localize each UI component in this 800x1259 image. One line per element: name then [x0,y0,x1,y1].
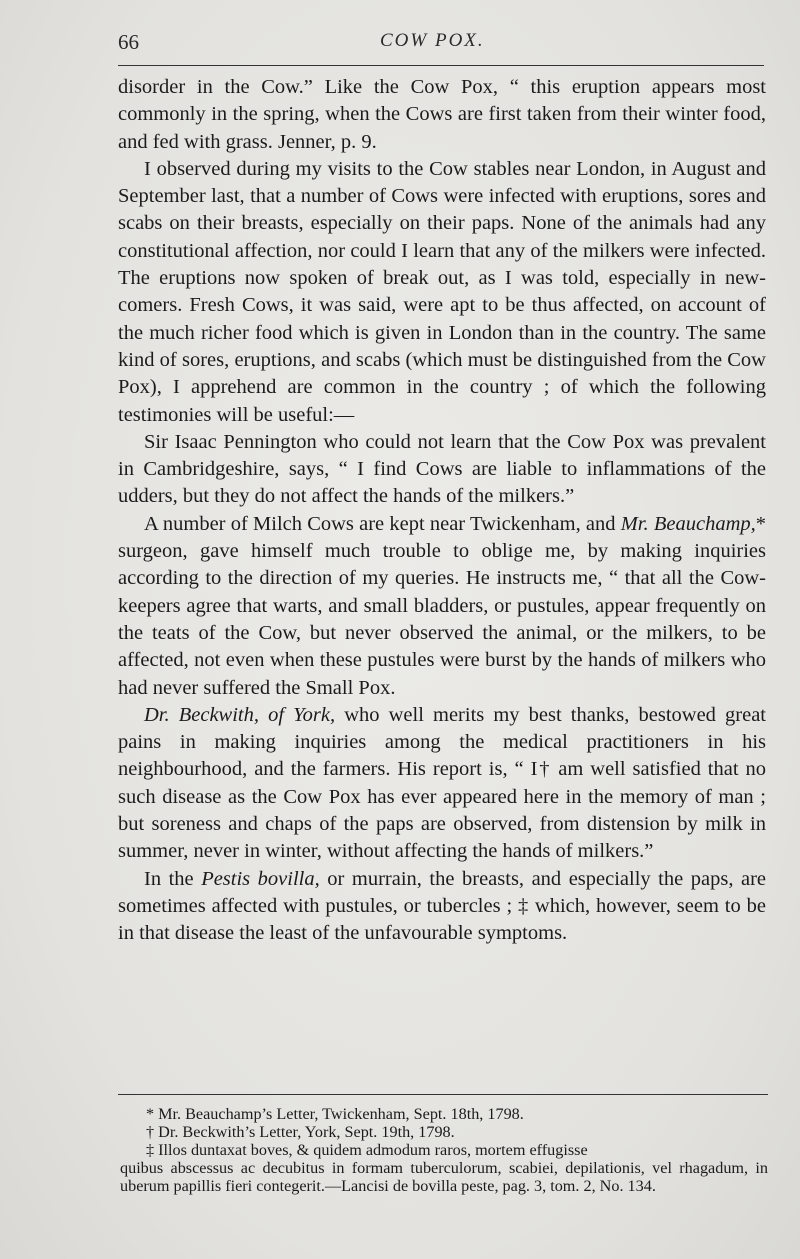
footnotes [120,1105,768,1195]
paragraph-text: who well merits my best thanks, bestowed great pains in making inquiries among the medical practitioners in his neighbourhood, and the farmers. His report is, “ I† am well satisfied that no such disease as the Cow Pox has ever appeared here in the memory of man ; but soreness and chaps of the paps are observed, from distension by milk in summer, never in winter, without affecting the hands of milkers.” [118,703,766,863]
running-head: COW POX. [380,30,485,51]
italic-term: Pestis bovilla, [201,867,320,890]
paragraph-text: * surgeon, gave himself much trouble to oblige me, by making inquiries according to the direction of my queries. He instructs me, “ that all the Cow-keepers agree that warts, and small bladders, or pustules, appear frequently on the teats of the Cow, but never observed the animal, or the milkers, to be affected, not even when these pustules were burst by the hands of milkers who had never suffered the Small Pox. [118,512,767,699]
footnote-beauchamp: * Mr. Beauchamp’s Letter, Twickenham, Sept. 18th, 1798. [146,1105,524,1123]
paragraph-pestis-bovilla [118,866,766,948]
page-header [118,30,768,62]
paragraph-beckwith [118,702,766,866]
paragraph-text: A number of Milch Cows are kept near Twickenham, and [144,512,621,535]
main-text [118,74,766,948]
footnote-lancisi-rest: quibus abscessus ac decubitus in formam tuberculorum, scabiei, depilationis, vel rhagadum, in uberum papillis fieri contegerit.—Lancisi de bovilla peste, pag. 3, tom. 2, No. 134. [120,1159,768,1195]
footnote-beckwith: † Dr. Beckwith’s Letter, York, Sept. 19th, 1798. [146,1123,455,1141]
italic-name: Dr. Beckwith, of York, [144,703,336,726]
header-rule [118,65,764,66]
paragraph-text: In the [144,867,202,890]
italic-name: Mr. Beauchamp, [620,512,756,535]
paragraph-continuation: disorder in the Cow.” Like the Cow Pox, “ this eruption appears most commonly in the spring, when the Cows are first taken from their winter food, and fed with grass. Jenner, p. 9. [118,76,766,153]
paragraph-beauchamp [118,511,766,702]
footnote-lancisi-lead: ‡ Illos duntaxat boves, & quidem admodum raros, mortem effugisse [146,1141,588,1159]
footnote-rule [118,1094,768,1095]
paragraph-text: or murrain, the breasts, and especially the paps, are sometimes affected with pustules, or tubercles ; ‡ which, however, seem to be in that disease the least of the unfavourable symptoms. [118,867,767,945]
page-number: 66 [118,30,139,54]
paragraph-cow-stables: I observed during my visits to the Cow stables near London, in August and September last, that a number of Cows were infected with eruptions, sores and scabs on their breasts, especially on their paps. None of the animals had any constitutional affection, nor could I learn that any of the milkers were infected. The eruptions now spoken of break out, as I was told, especially in new-comers. Fresh Cows, it was said, were apt to be thus affected, on account of the much richer food which is given in London than in the country. The same kind of sores, eruptions, and scabs (which must be distinguished from the Cow Pox), I apprehend are common in the country ; of which the following testimonies will be useful:— [118,157,766,426]
paragraph-pennington: Sir Isaac Pennington who could not learn that the Cow Pox was prevalent in Cambridgeshire, says, “ I find Cows are liable to inflammations of the udders, but they do not affect the hands of the milkers.” [118,430,766,508]
